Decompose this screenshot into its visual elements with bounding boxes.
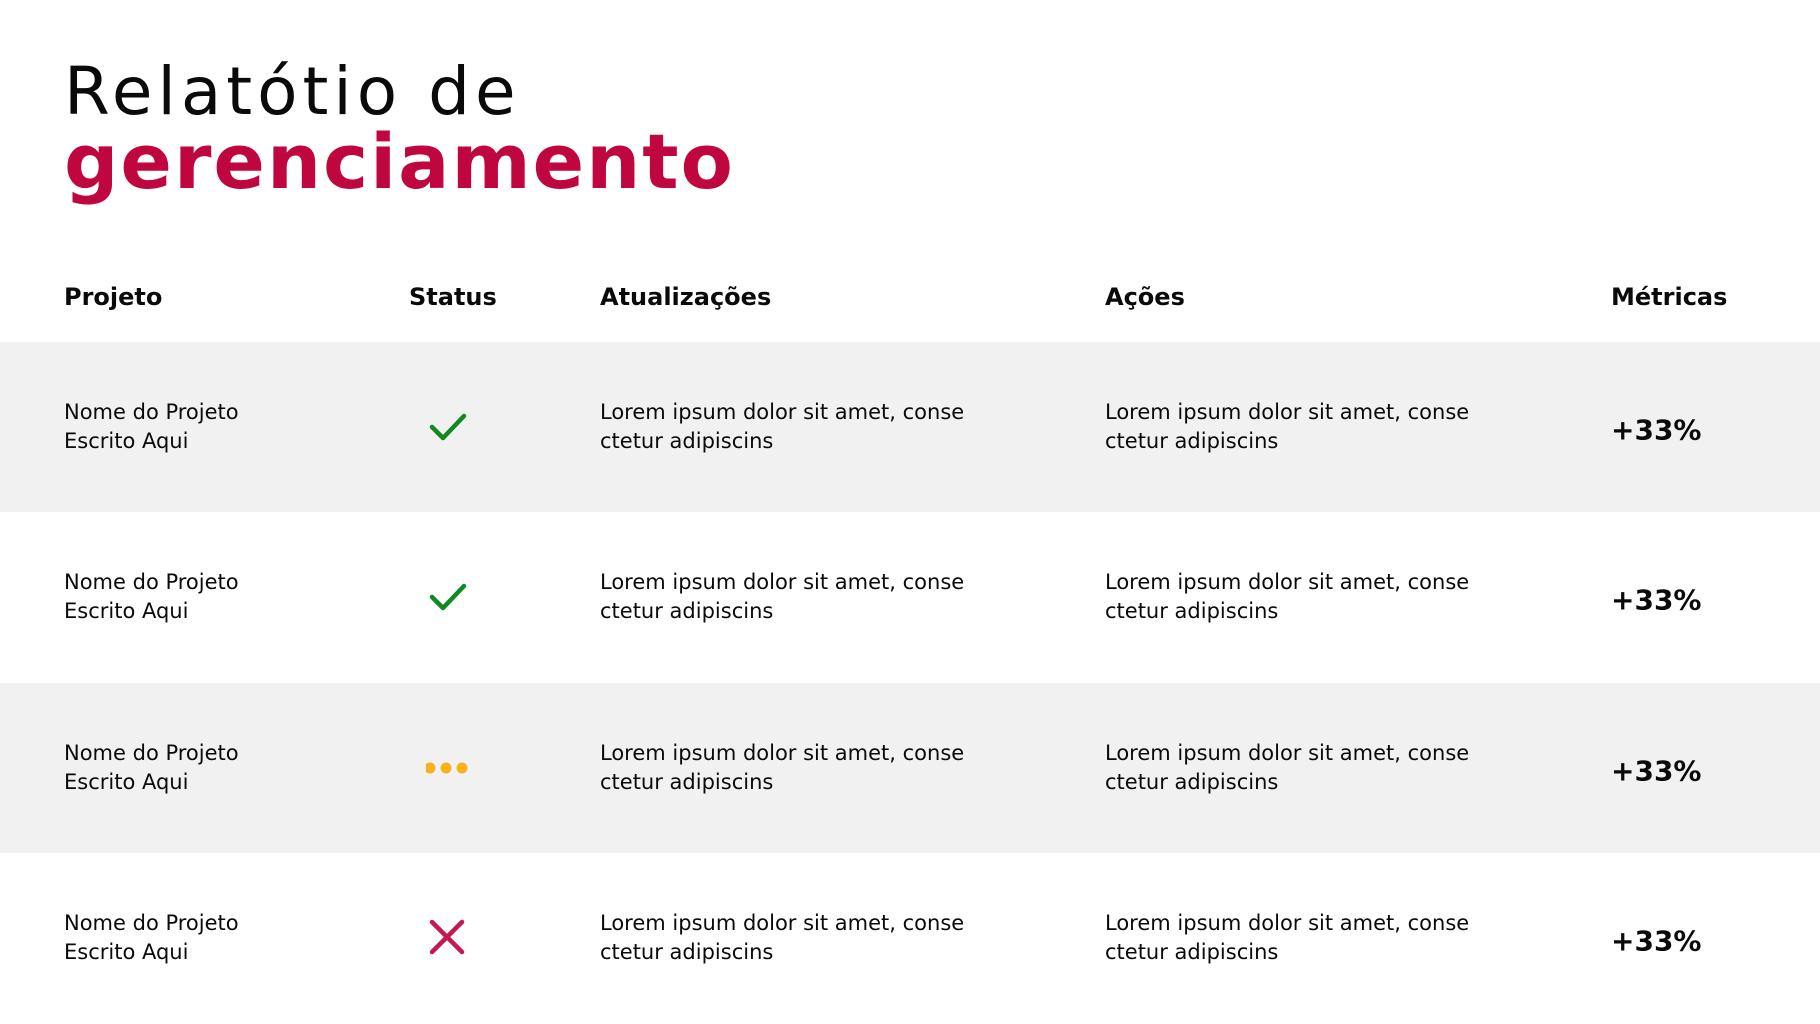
title-line-1: Relatótio de [64, 53, 521, 130]
actions-line: ctetur adipiscins [1105, 940, 1279, 964]
header-status: Status [409, 283, 497, 311]
actions-cell [1105, 739, 1469, 797]
project-name-line: Escrito Aqui [64, 940, 189, 964]
updates-line: Lorem ipsum dolor sit amet, conse [600, 741, 965, 765]
project-name-line: Escrito Aqui [64, 429, 189, 453]
table-row [0, 683, 1820, 853]
actions-line: ctetur adipiscins [1105, 599, 1279, 623]
report-title [64, 52, 735, 206]
check-icon [426, 405, 470, 449]
cross-icon [426, 916, 470, 960]
project-name-cell [64, 568, 239, 626]
check-icon [426, 575, 470, 619]
actions-line: Lorem ipsum dolor sit amet, conse [1105, 570, 1470, 594]
actions-cell [1105, 398, 1469, 456]
actions-line: Lorem ipsum dolor sit amet, conse [1105, 911, 1470, 935]
table-row [0, 853, 1820, 1023]
updates-line: Lorem ipsum dolor sit amet, conse [600, 400, 965, 424]
project-name-line: Escrito Aqui [64, 599, 189, 623]
updates-line: Lorem ipsum dolor sit amet, conse [600, 911, 965, 935]
header-metricas: Métricas [1611, 283, 1728, 311]
project-name-cell [64, 739, 239, 797]
project-name-cell [64, 398, 239, 456]
updates-line: ctetur adipiscins [600, 770, 774, 794]
table-row [0, 512, 1820, 682]
actions-line: Lorem ipsum dolor sit amet, conse [1105, 741, 1470, 765]
actions-line: ctetur adipiscins [1105, 429, 1279, 453]
actions-line: ctetur adipiscins [1105, 770, 1279, 794]
updates-line: ctetur adipiscins [600, 599, 774, 623]
table-row [0, 342, 1820, 512]
header-projeto: Projeto [64, 283, 163, 311]
updates-cell [600, 568, 964, 626]
updates-cell [600, 739, 964, 797]
title-line-2: gerenciamento [64, 117, 735, 206]
updates-line: ctetur adipiscins [600, 429, 774, 453]
actions-line: Lorem ipsum dolor sit amet, conse [1105, 400, 1470, 424]
project-name-line: Nome do Projeto [64, 400, 239, 424]
updates-line: Lorem ipsum dolor sit amet, conse [600, 570, 965, 594]
updates-cell [600, 909, 964, 967]
project-name-line: Nome do Projeto [64, 741, 239, 765]
project-name-line: Nome do Projeto [64, 911, 239, 935]
actions-cell [1105, 568, 1469, 626]
header-atualizacoes: Atualizações [600, 283, 772, 311]
metric-value: +33% [1611, 754, 1702, 788]
project-name-line: Nome do Projeto [64, 570, 239, 594]
metric-value: +33% [1611, 583, 1702, 617]
project-name-line: Escrito Aqui [64, 770, 189, 794]
actions-cell [1105, 909, 1469, 967]
ellipsis-icon [426, 746, 470, 790]
header-acoes: Ações [1105, 283, 1185, 311]
updates-line: ctetur adipiscins [600, 940, 774, 964]
project-name-cell [64, 909, 239, 967]
metric-value: +33% [1611, 924, 1702, 958]
metric-value: +33% [1611, 413, 1702, 447]
updates-cell [600, 398, 964, 456]
